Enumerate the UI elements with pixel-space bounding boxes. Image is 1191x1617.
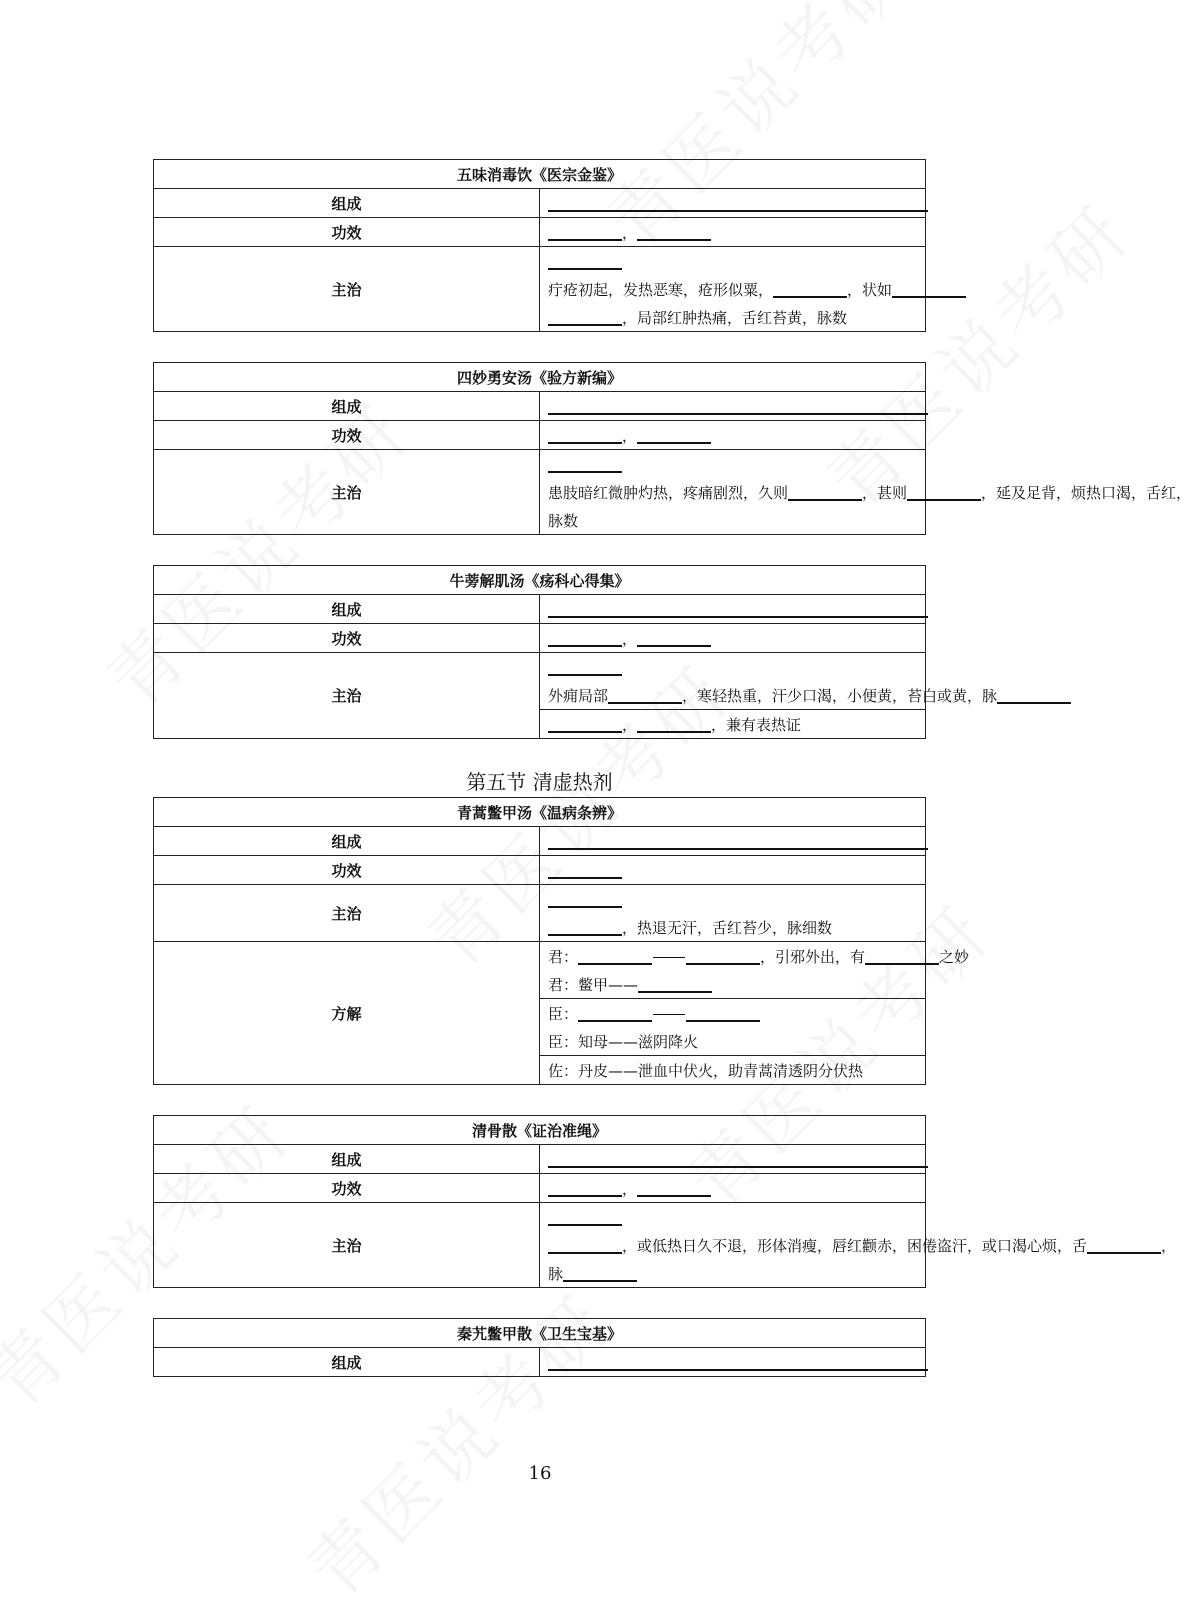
analysis-text: 之妙 [939,948,970,966]
efficacy-blank[interactable] [548,627,622,647]
dash-line [653,957,685,958]
indication-text: ，状如 [847,281,893,299]
analysis-text: 臣： [548,1005,579,1023]
indication-cell [540,885,926,942]
section-title: 第五节 清虚热剂 [466,770,613,794]
analysis-blank[interactable] [686,1002,760,1022]
indication-blank[interactable] [548,656,622,676]
efficacy-blank[interactable] [637,1177,711,1197]
indication-blank[interactable] [548,888,622,908]
comma: ， [1161,1237,1177,1255]
indication-blank[interactable] [563,1262,637,1282]
indication-cell [540,710,926,739]
indication-blank[interactable] [637,713,711,733]
composition-blank[interactable] [548,598,928,618]
indication-text: ，热退无汗，舌红苔少，脉细数 [622,919,833,937]
indication-blank[interactable] [1087,1234,1161,1254]
indication-text: 疔疮初起，发热恶寒，疮形似粟， [548,281,774,299]
indication-blank[interactable] [548,306,622,326]
analysis-blank[interactable] [578,945,652,965]
indication-cell [540,1203,1177,1288]
efficacy-blank[interactable] [637,221,711,241]
analysis-text: ，引邪外出，有 [760,948,866,966]
formula-title: 五味消毒饮《医宗金鉴》 [154,160,926,189]
analysis-label: 方解 [154,942,540,1085]
analysis-blank[interactable] [578,1002,652,1022]
indication-blank[interactable] [548,916,622,936]
indication-text: 脉 [548,1265,564,1283]
indication-blank[interactable] [788,481,862,501]
indication-cell [540,450,1191,535]
indication-label: 主治 [154,450,540,535]
analysis-blank[interactable] [686,945,760,965]
efficacy-cell [540,218,926,247]
composition-cell [540,827,926,856]
formula-title: 牛蒡解肌汤《疡科心得集》 [154,566,926,595]
efficacy-cell [540,624,926,653]
indication-blank[interactable] [548,713,622,733]
composition-label: 组成 [154,595,540,624]
indication-blank[interactable] [773,278,847,298]
analysis-cell [540,1056,926,1085]
efficacy-blank[interactable] [548,859,622,879]
efficacy-blank[interactable] [548,424,622,444]
indication-text: ，寒轻热重，汗少口渴，小便黄，苔白或黄，脉 [682,687,998,705]
analysis-text: 君： [548,948,579,966]
composition-cell [540,1145,926,1174]
formula-table-simiao-yongan-tang [153,362,1191,535]
formula-title: 秦艽鳖甲散《卫生宝基》 [154,1319,926,1348]
composition-blank[interactable] [548,830,928,850]
analysis-cell [540,999,926,1056]
formula-title: 四妙勇安汤《验方新编》 [154,363,926,392]
efficacy-blank[interactable] [637,627,711,647]
analysis-cell [540,942,970,999]
composition-cell [540,595,926,624]
formula-table-wuwei-xiaodu-yin [153,159,926,332]
analysis-blank[interactable] [865,945,939,965]
composition-label: 组成 [154,1145,540,1174]
analysis-text: 臣：知母——滋阴降火 [548,1033,699,1051]
indication-blank[interactable] [907,481,981,501]
indication-label: 主治 [154,247,540,332]
indication-cell [540,653,998,710]
composition-label: 组成 [154,189,540,218]
page-number: 16 [528,1463,552,1484]
efficacy-label: 功效 [154,218,540,247]
composition-label: 组成 [154,827,540,856]
indication-blank[interactable] [892,278,966,298]
indication-blank[interactable] [997,684,1071,704]
composition-blank[interactable] [548,192,928,212]
composition-cell [540,392,926,421]
analysis-text: 君：鳖甲—— [548,976,639,994]
efficacy-label: 功效 [154,421,540,450]
composition-blank[interactable] [548,1351,928,1371]
indication-text: ，局部红肿热痛，舌红苔黄，脉数 [622,309,848,327]
formula-table-niubang-jieji-tang [153,565,998,739]
indication-blank[interactable] [548,250,622,270]
formula-table-qinggu-san [153,1115,1177,1288]
composition-cell [540,1348,926,1377]
comma: ， [622,716,638,734]
indication-label: 主治 [154,1203,540,1288]
comma: ， [622,224,638,242]
composition-blank[interactable] [548,395,928,415]
composition-blank[interactable] [548,1148,928,1168]
formula-table-qinghao-biejia-tang [153,797,970,1085]
indication-blank[interactable] [548,1234,622,1254]
analysis-blank[interactable] [638,973,712,993]
efficacy-label: 功效 [154,856,540,885]
efficacy-label: 功效 [154,1174,540,1203]
indication-text: ，延及足背，烦热口渴，舌红， [981,484,1191,502]
formula-title: 清骨散《证治准绳》 [154,1116,926,1145]
comma: ， [622,630,638,648]
efficacy-label: 功效 [154,624,540,653]
comma: ， [622,1180,638,1198]
indication-label: 主治 [154,885,540,942]
formula-table-qinjiao-biejia-san [153,1318,926,1377]
indication-text: ，或低热日久不退，形体消瘦，唇红颧赤，困倦盗汗，或口渴心烦，舌 [622,1237,1088,1255]
composition-cell [540,189,926,218]
efficacy-cell [540,1174,926,1203]
analysis-text: 佐：丹皮——泄血中伏火，助青蒿清透阴分伏热 [548,1062,864,1080]
formula-title: 青蒿鳖甲汤《温病条辨》 [154,798,926,827]
indication-text: ，甚则 [862,484,908,502]
indication-blank[interactable] [548,453,622,473]
indication-blank[interactable] [608,684,682,704]
composition-label: 组成 [154,1348,540,1377]
comma: ， [622,427,638,445]
indication-text: 外痈局部 [548,687,609,705]
dash-line [653,1014,685,1015]
efficacy-cell [540,421,926,450]
indication-text: 脉数 [548,512,579,530]
indication-blank[interactable] [548,1206,622,1226]
indication-cell [540,247,926,332]
indication-text: 患肢暗红微肿灼热，疼痛剧烈，久则 [548,484,789,502]
composition-label: 组成 [154,392,540,421]
efficacy-cell [540,856,926,885]
indication-label: 主治 [154,653,540,739]
indication-text: ，兼有表热证 [711,716,802,734]
efficacy-blank[interactable] [548,1177,622,1197]
efficacy-blank[interactable] [548,221,622,241]
efficacy-blank[interactable] [637,424,711,444]
